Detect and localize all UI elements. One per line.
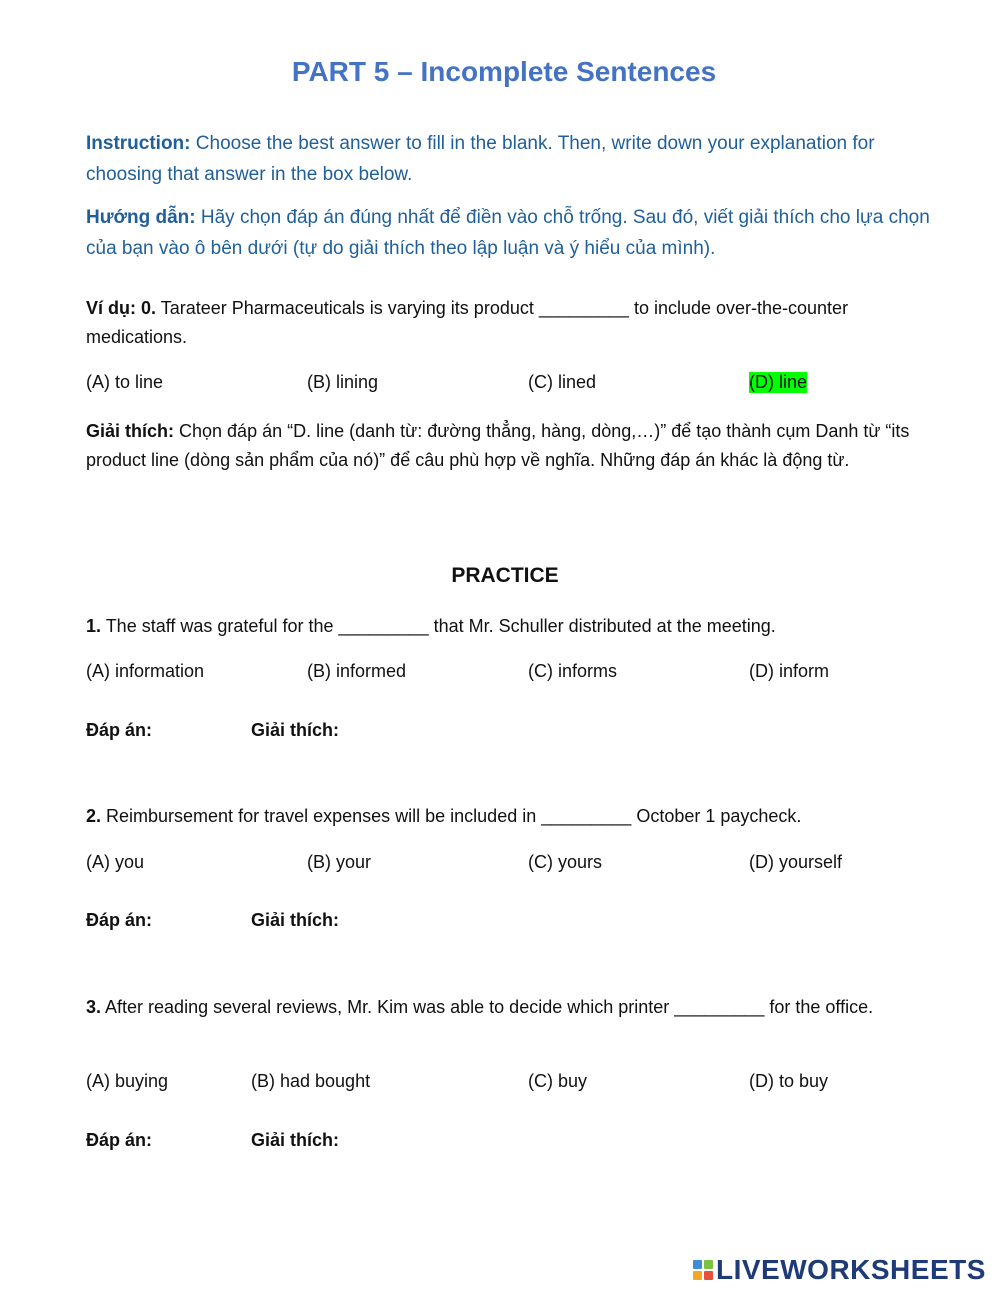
q2-answer-label: Đáp án: <box>86 910 153 930</box>
q1-option-c[interactable]: (C) informs <box>528 661 617 681</box>
example-option-d-highlighted[interactable]: (D) line <box>749 372 808 392</box>
example-question <box>86 294 936 352</box>
question-3-options <box>86 1071 936 1097</box>
q1-explanation-label: Giải thích: <box>251 720 340 740</box>
example-options <box>86 372 936 398</box>
question-3 <box>86 993 936 1022</box>
q1-option-b[interactable]: (B) informed <box>307 661 407 681</box>
logo-square-v <box>693 1271 702 1280</box>
example-text: Tarateer Pharmaceuticals is varying its product _________ to include over-the-counter medications. <box>86 298 849 347</box>
question-3-text: After reading several reviews, Mr. Kim was able to decide which printer _________ for the office. <box>101 997 874 1017</box>
page-title: PART 5 – Incomplete Sentences <box>291 56 717 87</box>
liveworksheets-logo <box>693 1254 986 1286</box>
huong-dan-paragraph <box>86 202 936 264</box>
q1-option-a[interactable]: (A) information <box>86 661 205 681</box>
q2-option-a[interactable]: (A) you <box>86 852 145 872</box>
instruction-label: Instruction: <box>86 133 191 154</box>
question-2-options <box>86 852 936 878</box>
example-option-a[interactable]: (A) to line <box>86 372 164 392</box>
q2-option-c[interactable]: (C) yours <box>528 852 603 872</box>
logo-square-e <box>704 1271 713 1280</box>
q3-option-c[interactable]: (C) buy <box>528 1071 588 1091</box>
question-1 <box>86 612 936 641</box>
example-option-c[interactable]: (C) lined <box>528 372 597 392</box>
q2-option-b[interactable]: (B) your <box>307 852 372 872</box>
q1-answer-label: Đáp án: <box>86 720 153 740</box>
huong-dan-text: Hãy chọn đáp án đúng nhất để điền vào chỗ trống. Sau đó, viết giải thích cho lựa chọn của bạn vào ô bên dưới (tự do giải thích theo lập luận và ý hiểu của mình). <box>86 207 930 259</box>
instruction-paragraph <box>86 128 936 190</box>
question-2 <box>86 802 936 831</box>
question-2-text: Reimbursement for travel expenses will be included in _________ October 1 paycheck. <box>101 806 802 826</box>
question-1-number: 1. <box>86 616 102 636</box>
logo-text: LIVEWORKSHEETS <box>716 1254 986 1285</box>
huong-dan-label: Hướng dẫn: <box>86 207 196 228</box>
q2-option-d[interactable]: (D) yourself <box>749 852 843 872</box>
question-2-number: 2. <box>86 806 102 826</box>
example-explanation-text: Chọn đáp án “D. line (danh từ: đường thẳng, hàng, dòng,…)” để tạo thành cụm Danh từ “its product line (dòng sản phẩm của nó)” để câu phù hợp về nghĩa. Những đáp án khác là động từ. <box>86 421 910 470</box>
q1-option-d[interactable]: (D) inform <box>749 661 829 681</box>
example-explanation-label: Giải thích: <box>86 421 175 441</box>
question-1-text: The staff was grateful for the _________ that Mr. Schuller distributed at the meeting. <box>101 616 776 636</box>
instruction-text: Choose the best answer to fill in the blank. Then, write down your explanation for choosing that answer in the box below. <box>86 133 875 185</box>
q3-answer-label: Đáp án: <box>86 1130 153 1150</box>
q3-option-d[interactable]: (D) to buy <box>749 1071 829 1091</box>
q3-explanation-label: Giải thích: <box>251 1130 340 1150</box>
q3-option-b[interactable]: (B) had bought <box>251 1071 371 1091</box>
practice-heading: PRACTICE <box>451 564 559 587</box>
example-option-b[interactable]: (B) lining <box>307 372 379 392</box>
liveworksheets-logo-icon <box>693 1260 713 1280</box>
logo-square-i <box>704 1260 713 1269</box>
q3-option-a[interactable]: (A) buying <box>86 1071 169 1091</box>
example-label: Ví dụ: 0. <box>86 298 157 318</box>
question-3-number: 3. <box>86 997 102 1017</box>
q2-explanation-label: Giải thích: <box>251 910 340 930</box>
example-explanation <box>86 417 936 475</box>
question-1-options <box>86 661 936 687</box>
logo-square-l <box>693 1260 702 1269</box>
